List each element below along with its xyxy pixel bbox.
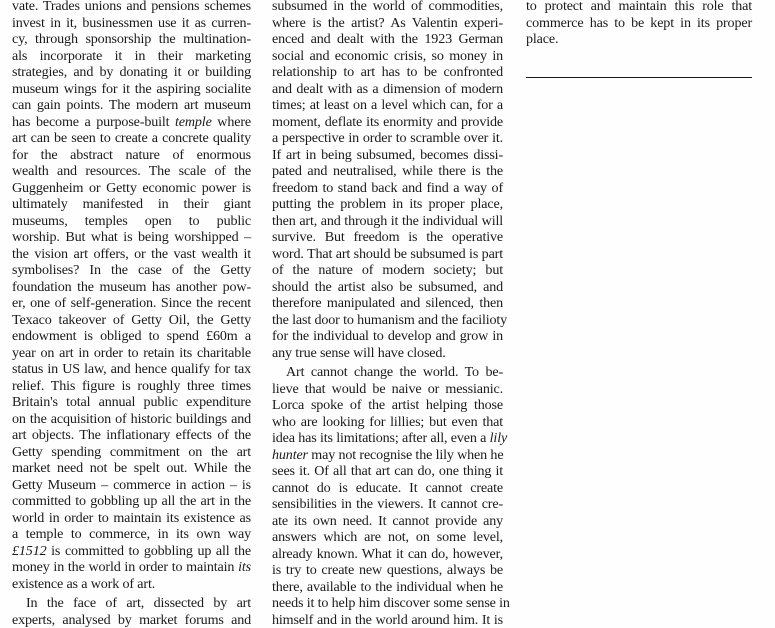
text-line: can gain points. The modern art museum [12, 97, 251, 114]
text-line: for the abstract nature of enormous [12, 147, 251, 164]
text-line: idea has its limitations; after all, even a lily [272, 430, 503, 447]
text-line: social and economic crisis, so money in [272, 48, 503, 65]
end-of-article-rule [526, 77, 752, 78]
text-line: Guggenheim or Getty economic power is [12, 180, 251, 197]
text-line: Texaco takeover of Getty Oil, the Getty [12, 312, 251, 329]
text-line: the vision art offers, or the vast wealth it [12, 246, 251, 263]
text-line: relief. This figure is roughly three times [12, 378, 251, 395]
text-line: therefore manipulated and silenced, then [272, 295, 503, 312]
text-line: cannot do is educate. It cannot create [272, 480, 503, 497]
text-line: experts, analysed by market forums and [12, 612, 251, 628]
text-column-1 [12, 0, 251, 628]
text-line: times; at least on a level which can, for a [272, 97, 503, 114]
text-line: the last door to humanism and the facilioty [272, 312, 503, 329]
text-line: ate its own need. It cannot provide any [272, 513, 503, 530]
text-line: foundation the museum has another pow- [12, 279, 251, 296]
text-line: needs it to help him discover some sense in [272, 595, 503, 612]
text-line: Art cannot change the world. To be- [272, 364, 503, 381]
text-line: putting the problem in its proper place, [272, 196, 503, 213]
text-line: world in order to maintain its existence as [12, 510, 251, 527]
text-line: Getty spending commitment on the art [12, 444, 251, 461]
text-line: endowment is obliged to spend £60m a [12, 328, 251, 345]
text-line: sees it. Of all that art can do, one thing it [272, 463, 503, 480]
text-line: of the nature of modern society; but [272, 262, 503, 279]
text-line: hunter may not recognise the lily when he [272, 447, 503, 464]
text-line: survive. But freedom is the operative [272, 229, 503, 246]
text-column-3 [526, 0, 752, 48]
text-line: art objects. The inflationary effects of the [12, 427, 251, 444]
text-line: moment, deflate its enormity and provide [272, 114, 503, 131]
text-line: relationship to art has to be confronted [272, 64, 503, 81]
text-column-2 [272, 0, 503, 628]
text-line: himself and in the world around him. It is [272, 612, 503, 628]
text-line: wealth and resources. The scale of the [12, 163, 251, 180]
text-line: Getty Museum – commerce in action – is [12, 477, 251, 494]
text-line: money in the world in order to maintain its [12, 559, 251, 576]
text-line: word. That art should be subsumed is part [272, 246, 503, 263]
text-line: already known. What it can do, however, [272, 546, 503, 563]
text-line: existence as a work of art. [12, 576, 251, 593]
text-line: should the artist also be subsumed, and [272, 279, 503, 296]
text-line: pated and neutralised, while there is the [272, 163, 503, 180]
text-line: worship. But what is being worshipped – [12, 229, 251, 246]
text-line: who are looking for lillies; but even that [272, 414, 503, 431]
text-line: place. [526, 31, 752, 48]
text-line: als incorporate it in their marketing [12, 48, 251, 65]
text-line: symbolises? In the case of the Getty [12, 262, 251, 279]
text-line: on the acquisition of historic buildings and [12, 411, 251, 428]
text-line: In the face of art, dissected by art [12, 595, 251, 612]
text-line: to protect and maintain this role that [526, 0, 752, 15]
text-line: status in US law, and hence qualify for tax [12, 361, 251, 378]
text-line: strategies, and by donating it or building [12, 64, 251, 81]
text-line: art can be seen to create a concrete quality [12, 130, 251, 147]
text-line: museums, temples open to public [12, 213, 251, 230]
text-line: £1512 is committed to gobbling up all the [12, 543, 251, 560]
text-line: er, one of self-generation. Since the recent [12, 295, 251, 312]
text-line: answers which are not, on some level, [272, 529, 503, 546]
text-line: sensibilities in the viewers. It cannot cre- [272, 496, 503, 513]
text-line: year on art in order to retain its charitable [12, 345, 251, 362]
text-line: any true sense will have closed. [272, 345, 503, 362]
text-line: and dealt with as a dimension of modern [272, 81, 503, 98]
text-line: a perspective in order to scramble over it. [272, 130, 503, 147]
text-line: then art, and through it the individual will [272, 213, 503, 230]
text-line: subsumed in the world of commodities, [272, 0, 503, 15]
text-line: cy, through sponsorship the multination- [12, 31, 251, 48]
text-line: a temple to commerce, in its own way [12, 526, 251, 543]
text-line: museum wings for it the aspiring socialite [12, 81, 251, 98]
text-line: If art in being subsumed, becomes dissi- [272, 147, 503, 164]
text-line: for the individual to develop and grow in [272, 328, 503, 345]
text-line: freedom to stand back and find a way of [272, 180, 503, 197]
text-line: has become a purpose-built temple where [12, 114, 251, 131]
text-line: there, available to the individual when he [272, 579, 503, 596]
text-line: invest in it, businessmen use it as curren- [12, 15, 251, 32]
text-line: vate. Trades unions and pensions schemes [12, 0, 251, 15]
text-line: Lorca spoke of the artist helping those [272, 397, 503, 414]
text-line: is try to create new questions, always be [272, 562, 503, 579]
text-line: enced and dealt with the 1923 German [272, 31, 503, 48]
text-line: Britain's total annual public expenditure [12, 394, 251, 411]
text-line: commerce has to be kept in its proper [526, 15, 752, 32]
text-line: market need not be spelt out. While the [12, 460, 251, 477]
text-line: ultimately manifested in their giant [12, 196, 251, 213]
text-line: where is the artist? As Valentin experi- [272, 15, 503, 32]
text-line: lieve that would be naive or messianic. [272, 381, 503, 398]
text-line: committed to gobbling up all the art in the [12, 493, 251, 510]
